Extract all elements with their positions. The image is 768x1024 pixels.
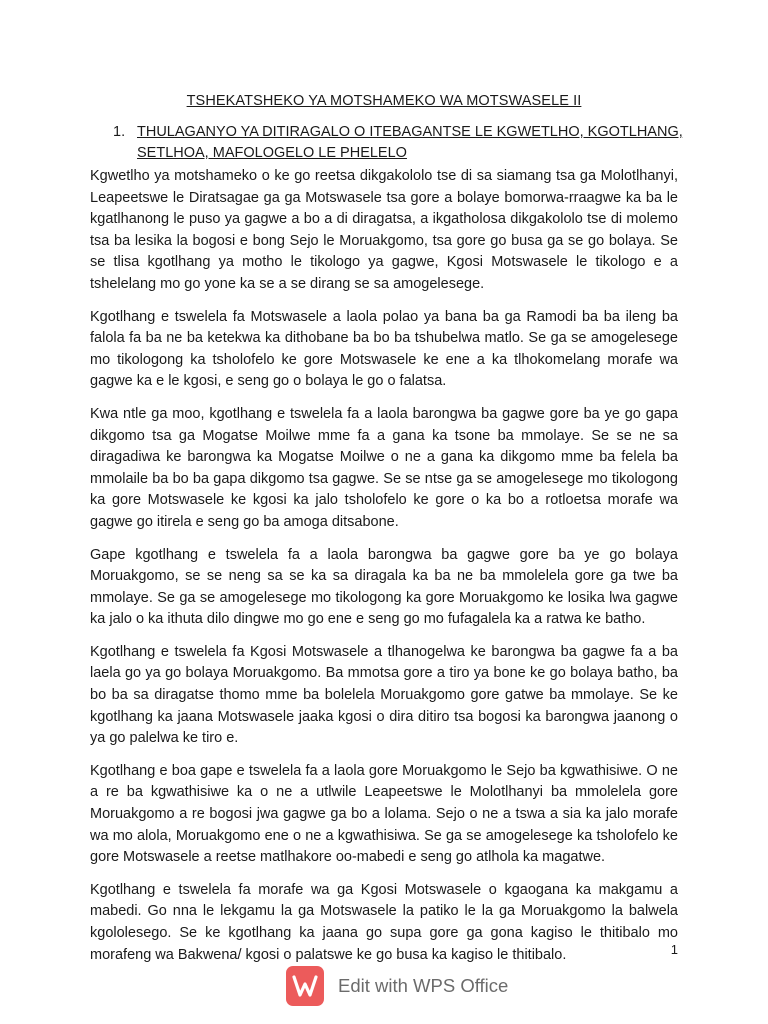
wps-edit-label[interactable]: Edit with WPS Office bbox=[338, 975, 509, 996]
paragraph-1: Kgwetlho ya motshameko o ke go reetsa dikgakololo tse di sa siamang tsa ga Molotlhanyi, Leapeetswe le Diratsagae ga ga Motswasele tsa gore a bolaye bomorwa-rraagwe ka ba le kgatlhanong le puso ya gagwe a bo a di diragatsa, a ikgatholosa dikgakololo tse di molemo tsa ba lesika la bogosi e bong Sejo le Moruakgomo, tsa gore go busa ga se go bolaya. Se se tlisa kgotlhang ya motho le tikologo ya gagwe, Kgosi Motswasele le tikologo e a tshelelang mo go yone ka se a se dirang se sa amogelesege. bbox=[90, 168, 678, 292]
section-number: 1. bbox=[113, 124, 126, 140]
wps-edit-banner[interactable] bbox=[0, 960, 768, 1014]
page-number: 1 bbox=[670, 942, 678, 957]
paragraph-6: Kgotlhang e boa gape e tswelela fa a laola gore Moruakgomo le Sejo ba kgwathisiwe. O ne a re ba kgwathisiwe ka o ne a utlwile Leapeetswe le Molotlhanyi ba mmolelela gore Moruakgomo a re bogosi jwa gagwe ga bo a lolama. Sejo o ne a tswa a sia ka jalo morafe wa mo alola, Moruakgomo ene o ne a kgwathisiwa. Se ga se amogelesege ka tsholofelo ke gore Motswasele a reetse matlhakore oo-mabedi e seng go atlhola ka magatwe. bbox=[90, 762, 678, 866]
section-heading-text: THULAGANYO YA DITIRAGALO O ITEBAGANTSE LE KGWETLHO, KGOTLHANG, SETLHOA, MAFOLOGELO LE PHELELO bbox=[137, 124, 683, 161]
paragraph-2: Kgotlhang e tswelela fa Motswasele a laola polao ya bana ba ga Ramodi ba ba ileng ba falola fa ba ne ba ketekwa ka dithobane ba bo ba tshubelwa matlo. Se ga se amogelesege mo tikologong ka tsholofelo ke gore Motswasele ke ene a ka tlhokomelang morafe wa gagwe ka e le kgosi, e seng go o bolaya le go o falatsa. bbox=[90, 308, 678, 390]
paragraph-3: Kwa ntle ga moo, kgotlhang e tswelela fa a laola barongwa ba gagwe gore ba ye go gapa dikgomo tsa ga Mogatse Moilwe mme fa a gana ka tsone ba mmolaye. Se se ne sa diragadiwa ke barongwa ka Mogatse Moilwe o ne a gana ka dikgomo mme ba felela ba mmolaile ba bo ba gapa dikgomo tsa gagwe. Se se ntse ga se amogelesege mo tikologong ka gore Motswasele ke kgosi ka jalo tsholofelo ke gore o ka bo a rotloetsa morafe wa gagwe go itirela e seng go ba amoga ditsabone. bbox=[90, 405, 678, 530]
document-title: TSHEKATSHEKO YA MOTSHAMEKO WA MOTSWASELE II bbox=[186, 93, 582, 109]
paragraph-7: Kgotlhang e tswelela fa morafe wa ga Kgosi Motswasele o kgaogana ka makgamu a mabedi. Go nna le lekgamu la ga Motswasele la patiko le la ga Moruakgomo la balwela kgololesego. Se ke kgotlhang ka jaana go supa gore ga gona kagiso le thitibalo mo morafeng wa Bakwena/ kgosi o palatswe ke go busa ka kagiso le thitibalo. bbox=[90, 881, 678, 963]
paragraph-4: Gape kgotlhang e tswelela fa a laola barongwa ba gagwe gore ba ye go bolaya Moruakgomo, se se neng sa se ka sa diragala ka ba ne ba mmolelela gore ga twe ba mmolaye. Se ga se amogelesege mo tikologong ka gore Moruakgomo ke losika lwa gagwe ka jalo o ka ithuta dilo dingwe mo go ene e seng go mo fufagalela ka a ratwa ke batho. bbox=[90, 546, 678, 628]
paragraph-5: Kgotlhang e tswelela fa Kgosi Motswasele a tlhanogelwa ke barongwa ba gagwe fa a ba laela go ya go bolaya Moruakgomo. Ba mmotsa gore a tiro ya bone ke go bolaya batho, ba bo ba sa diragatse thomo mme ba bolelela Moruakgomo gore gatwe ba mmolaye. Se ke kgotlhang ka jaana Motswasele jaaka kgosi o dira ditiro tsa bogosi ka barongwa jaanong o ya go palelwa ke tiro e. bbox=[90, 643, 678, 747]
wps-logo-icon bbox=[286, 966, 324, 1006]
body-text bbox=[90, 166, 678, 977]
